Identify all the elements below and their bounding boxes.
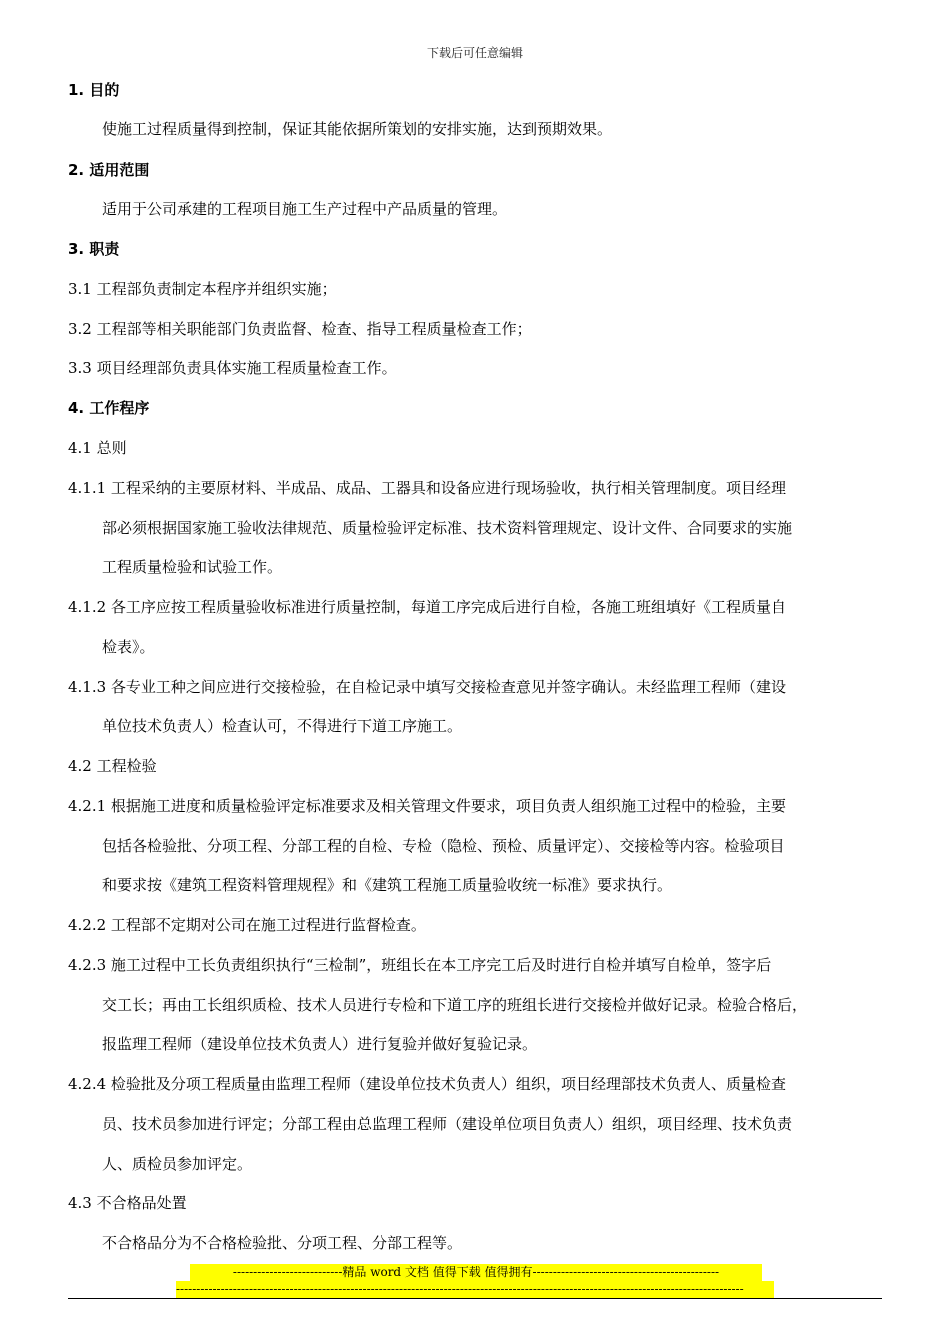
clause: 4.2.4 检验批及分项工程质量由监理工程师（建设单位技术负责人）组织，项目经理部技术负责人、质量检查 xyxy=(68,1075,786,1093)
paragraph: 使施工过程质量得到控制，保证其能依据所策划的安排实施，达到预期效果。 xyxy=(102,120,613,138)
clause-continued: 人、质检员参加评定。 xyxy=(102,1155,253,1173)
heading-responsibility: 3. 职责 xyxy=(68,240,120,258)
clause-continued: 单位技术负责人）检查认可，不得进行下道工序施工。 xyxy=(102,717,463,735)
clause: 4.2.2 工程部不定期对公司在施工过程进行监督检查。 xyxy=(68,916,426,934)
clause: 4.1 总则 xyxy=(68,439,127,457)
clause: 3.1 工程部负责制定本程序并组织实施； xyxy=(68,280,337,298)
clause-continued: 工程质量检验和试验工作。 xyxy=(102,558,283,576)
clause-continued: 员、技术员参加进行评定；分部工程由总监理工程师（建设单位项目负责人）组织，项目经理、技术负责 xyxy=(102,1115,793,1133)
clause-continued: 部必须根据国家施工验收法律规范、质量检验评定标准、技术资料管理规定、设计文件、合同要求的实施 xyxy=(102,519,793,537)
clause-continued: 报监理工程师（建设单位技术负责人）进行复验并做好复验记录。 xyxy=(102,1035,538,1053)
clause-continued: 交工长；再由工长组织质检、技术人员进行专检和下道工序的班组长进行交接检并做好记录。检验合格后， xyxy=(102,996,808,1014)
clause: 4.3 不合格品处置 xyxy=(68,1194,187,1212)
clause: 3.2 工程部等相关职能部门负责监督、检查、指导工程质量检查工作； xyxy=(68,320,532,338)
clause-continued: 包括各检验批、分项工程、分部工程的自检、专检（隐检、预检、质量评定）、交接检等内容。检验项目 xyxy=(102,837,785,855)
heading-procedure: 4. 工作程序 xyxy=(68,399,150,417)
heading-purpose: 1. 目的 xyxy=(68,81,120,99)
clause: 4.2 工程检验 xyxy=(68,757,157,775)
highlight-banner-top: ---------------------------精品 word 文档 值得下载 值得拥有---------------------------------------------- xyxy=(190,1264,762,1281)
clause-continued: 检表》。 xyxy=(102,638,155,656)
header-note: 下载后可任意编辑 xyxy=(426,46,523,60)
clause: 3.3 项目经理部负责具体实施工程质量检查工作。 xyxy=(68,359,397,377)
clause: 4.1.1 工程采纳的主要原材料、半成品、成品、工器具和设备应进行现场验收，执行相关管理制度。项目经理 xyxy=(68,479,786,497)
clause-continued: 和要求按《建筑工程资料管理规程》和《建筑工程施工质量验收统一标准》要求执行。 xyxy=(102,876,673,894)
paragraph: 不合格品分为不合格检验批、分项工程、分部工程等。 xyxy=(102,1234,463,1252)
highlight-banner-bottom: -------------------------------------------------------------------------------------------------------------------------------------------- xyxy=(176,1281,774,1298)
footer-rule xyxy=(68,1298,882,1299)
clause: 4.2.1 根据施工进度和质量检验评定标准要求及相关管理文件要求，项目负责人组织施工过程中的检验，主要 xyxy=(68,797,786,815)
paragraph: 适用于公司承建的工程项目施工生产过程中产品质量的管理。 xyxy=(102,200,508,218)
heading-scope: 2. 适用范围 xyxy=(68,161,150,179)
clause: 4.1.3 各专业工种之间应进行交接检验，在自检记录中填写交接检查意见并签字确认。未经监理工程师（建设 xyxy=(68,678,786,696)
clause: 4.2.3 施工过程中工长负责组织执行“三检制”，班组长在本工序完工后及时进行自检并填写自检单，签字后 xyxy=(68,956,772,974)
clause: 4.1.2 各工序应按工程质量验收标准进行质量控制，每道工序完成后进行自检，各施工班组填好《工程质量自 xyxy=(68,598,786,616)
